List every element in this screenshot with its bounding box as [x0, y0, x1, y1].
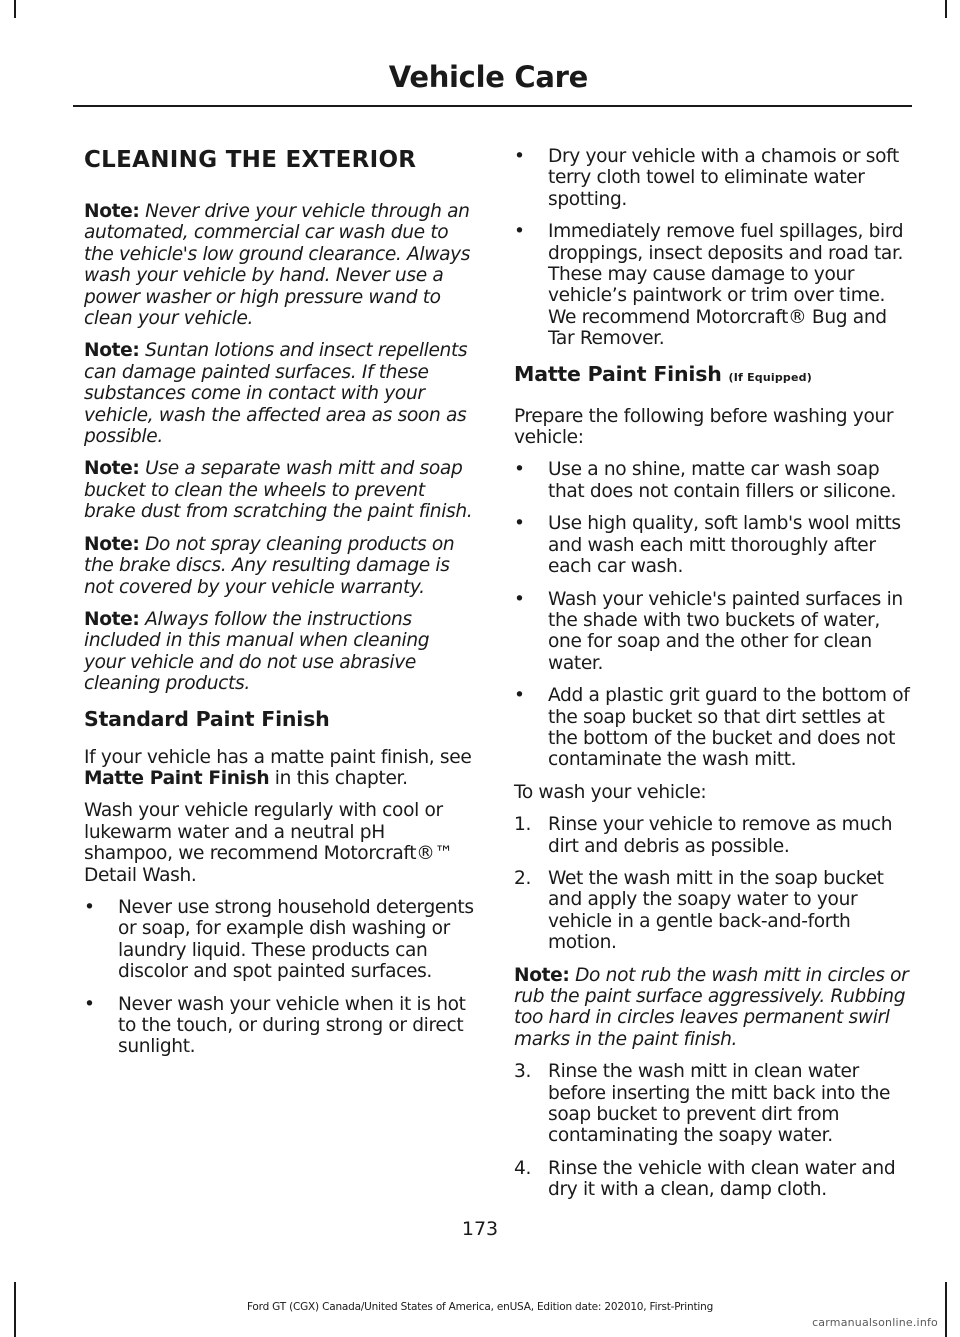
bullet-text: Use high quality, soft lamb's wool mitts and wash each mitt thoroughly after each car wash.: [548, 513, 901, 578]
note-text: Never drive your vehicle through an automated, commercial car wash due to the vehicle's low ground clearance. Always wash your vehicle by hand. Never use a power washer or high pressure wand to clean your vehicle.: [84, 201, 471, 330]
heading-standard-paint-finish: Standard Paint Finish: [84, 706, 330, 731]
note-label: Note:: [84, 533, 140, 555]
left-column: [84, 146, 474, 1069]
bullet-text: Never use strong household detergents or soap, for example dish washing or laundry liquid. These products can discolor and spot painted surfaces.: [118, 896, 474, 983]
note-label: Note:: [84, 201, 140, 222]
note-label: Note:: [84, 340, 140, 362]
bullet-text: Never wash your vehicle when it is hot to the touch, or during strong or direct sunlight.: [118, 993, 466, 1058]
note-paragraph: [84, 609, 474, 695]
note-text: Do not spray cleaning products on the brake discs. Any resulting damage is not covered by your vehicle warranty.: [84, 533, 455, 598]
edition-footer: Ford GT (CGX) Canada/United States of America, enUSA, Edition date: 202010, First-Printing: [246, 1301, 714, 1313]
note-label: Note:: [84, 458, 140, 480]
bullet-item: [514, 146, 910, 210]
paragraph-to-wash: To wash your vehicle:: [514, 781, 707, 803]
note-text: Always follow the instructions included in this manual when cleaning your vehicle and do not use abrasive cleaning products.: [84, 608, 430, 695]
step-text: Rinse the wash mitt in clean water before inserting the mitt back into the soap bucket to prevent dirt from contaminating the soapy water.: [548, 1061, 891, 1147]
heading-cleaning-exterior: CLEANING THE EXTERIOR: [84, 147, 417, 173]
note-text: Do not rub the wash mitt in circles or rub the paint surface aggressively. Rubbing too hard in circles leaves permanent swirl marks in the paint finish.: [514, 964, 909, 1050]
page-number: 173: [461, 1218, 499, 1240]
bullet-item: [514, 459, 910, 502]
paragraph-matte-reference: [84, 747, 474, 790]
paragraph-text: in this chapter.: [269, 767, 408, 789]
heading-matte-paint-finish: [514, 362, 910, 390]
note-paragraph: [84, 201, 474, 329]
if-equipped-label: (If Equipped): [728, 370, 812, 384]
note-text: Suntan lotions and insect repellents can damage painted surfaces. If these substances come in contact with your vehicle, wash the affected area as soon as possible.: [84, 340, 468, 448]
note-paragraph: [84, 534, 474, 598]
step-number: 3.: [514, 1061, 532, 1083]
bullet-marker: •: [514, 459, 525, 481]
bullet-marker: •: [514, 513, 525, 535]
bullet-item: [514, 589, 910, 675]
crop-mark-top-right: [945, 0, 947, 18]
step-item: [514, 1158, 910, 1201]
step-item: [514, 1061, 910, 1147]
step-item: [514, 814, 910, 857]
bullet-marker: •: [514, 146, 525, 167]
step-text: Rinse the vehicle with clean water and dry it with a clean, damp cloth.: [548, 1157, 896, 1201]
bullet-marker: •: [84, 993, 95, 1015]
step-number: 2.: [514, 867, 532, 889]
right-column: [514, 146, 910, 1212]
step-text: Rinse your vehicle to remove as much dirt and debris as possible.: [548, 814, 893, 857]
step-text: Wet the wash mitt in the soap bucket and apply the soapy water to your vehicle in a gentle back-and-forth motion.: [548, 867, 884, 954]
note-text: Use a separate wash mitt and soap bucket to clean the wheels to prevent brake dust from scratching the paint finish.: [84, 458, 473, 523]
heading-text: Matte Paint Finish: [514, 361, 722, 386]
step-number: 1.: [514, 814, 532, 836]
step-number: 4.: [514, 1157, 532, 1179]
bullet-text: Immediately remove fuel spillages, bird droppings, insect deposits and road tar. These may cause damage to your vehicle’s paintwork or trim over time. We recommend Motorcraft® Bug and Tar Remover.: [548, 221, 904, 350]
bullet-item: [84, 994, 474, 1058]
matte-paint-finish-link[interactable]: Matte Paint Finish: [84, 767, 270, 789]
bullet-item: [514, 685, 910, 771]
bullet-marker: •: [84, 896, 95, 918]
step-item: [514, 868, 910, 954]
paragraph-prepare: Prepare the following before washing your vehicle:: [514, 405, 894, 449]
note-paragraph: [514, 965, 910, 1051]
bullet-marker: •: [514, 588, 525, 610]
bullet-item: [514, 513, 910, 577]
section-title: Vehicle Care: [388, 60, 588, 94]
bullet-text: Use a no shine, matte car wash soap that does not contain fillers or silicone.: [548, 459, 897, 502]
paragraph-wash-regularly: Wash your vehicle regularly with cool or lukewarm water and a neutral pH shampoo, we recommend Motorcraft®™ Detail Wash.: [84, 800, 453, 886]
note-paragraph: [84, 458, 474, 522]
note-label: Note:: [514, 964, 570, 986]
crop-mark-top-left: [14, 0, 16, 18]
note-label: Note:: [84, 608, 140, 630]
bullet-item: [84, 897, 474, 983]
paragraph-text: If your vehicle has a matte paint finish, see: [84, 746, 472, 768]
watermark: carmanualsonline.info: [812, 1316, 938, 1329]
bullet-marker: •: [514, 685, 525, 707]
bullet-text: Dry your vehicle with a chamois or soft terry cloth towel to eliminate water spotting.: [548, 146, 899, 210]
bullet-marker: •: [514, 221, 525, 243]
header-rule: [73, 105, 912, 107]
bullet-text: Wash your vehicle's painted surfaces in the shade with two buckets of water, one for soap and the other for clean water.: [548, 588, 903, 674]
bullet-text: Add a plastic grit guard to the bottom of the soap bucket so that dirt settles at the bottom of the bucket and does not contaminate the wash mitt.: [548, 685, 910, 771]
bullet-item: [514, 221, 910, 349]
note-paragraph: [84, 340, 474, 447]
